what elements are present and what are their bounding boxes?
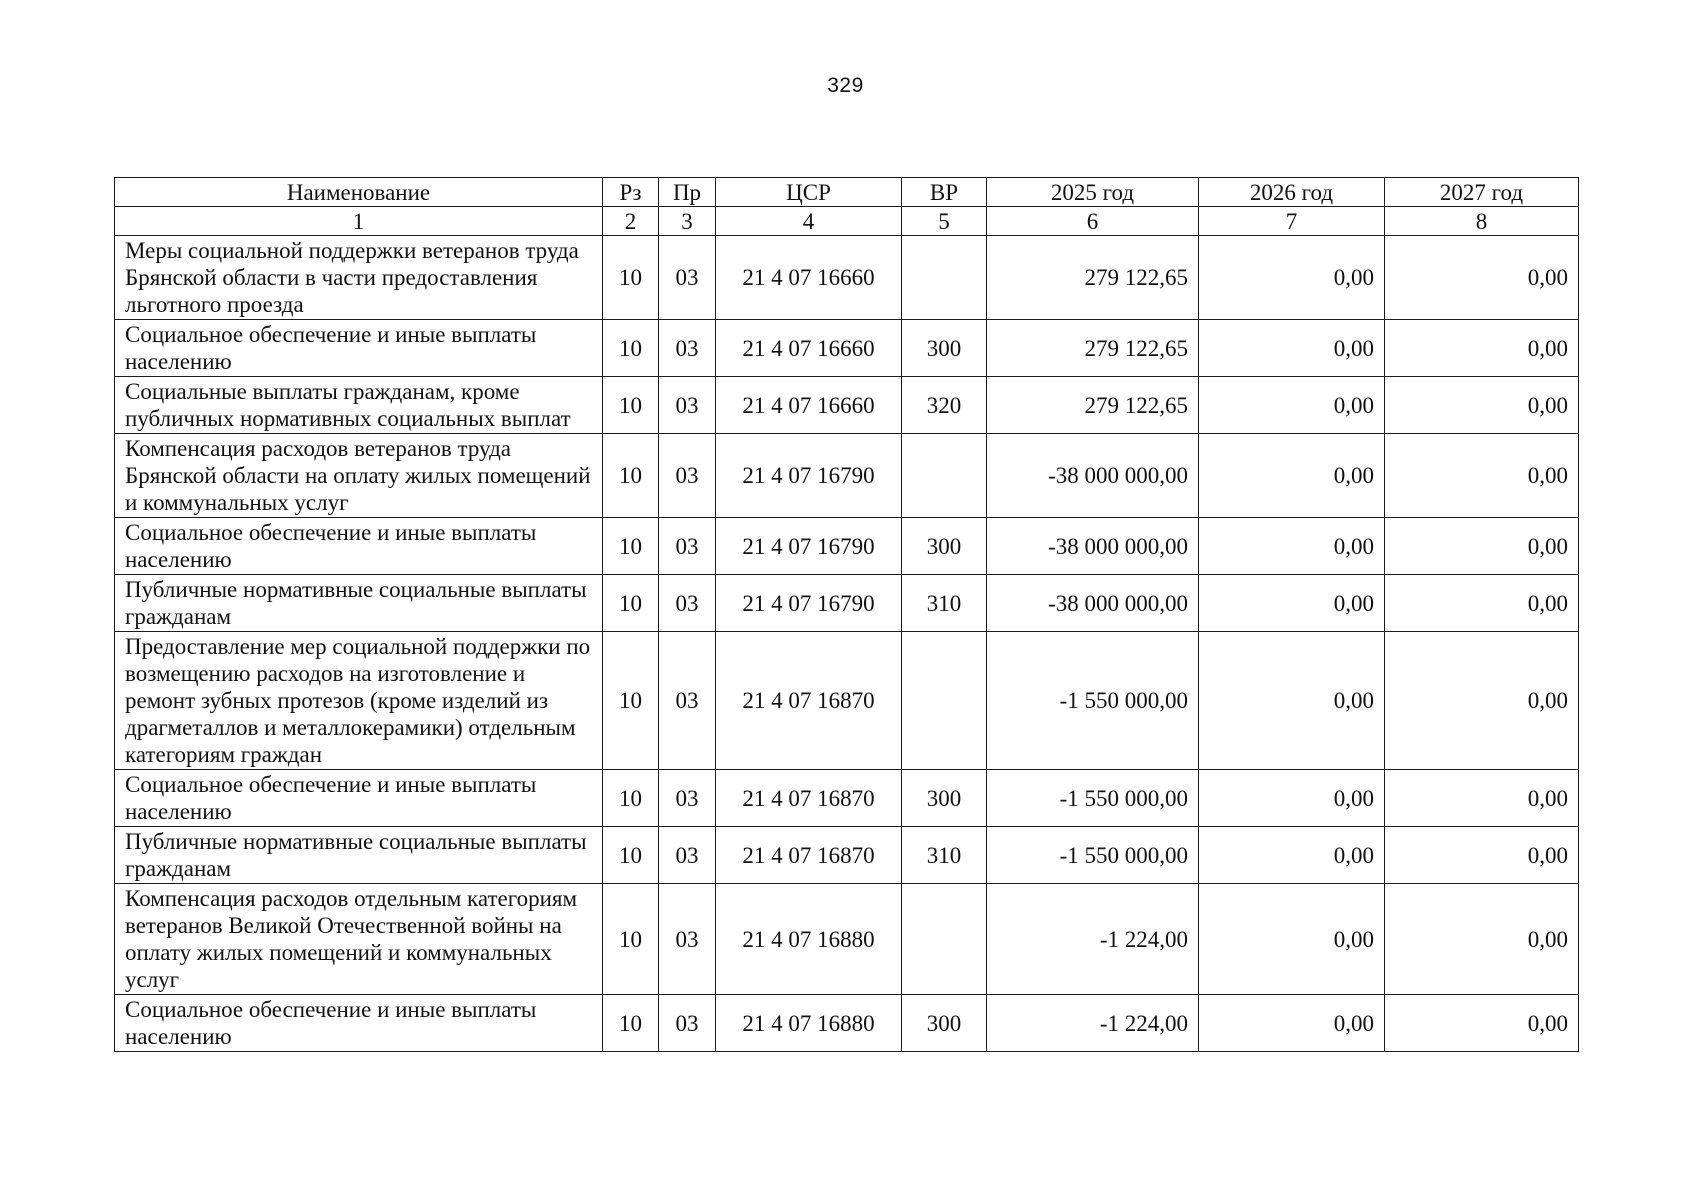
row-rz: 10 [603, 827, 659, 884]
row-pr: 03 [659, 236, 716, 320]
row-amount-2025: -38 000 000,00 [987, 434, 1199, 518]
row-amount-2025: -1 550 000,00 [987, 770, 1199, 827]
table-row [115, 995, 1579, 1052]
row-vr: 310 [902, 575, 987, 632]
column-number: 4 [716, 207, 902, 236]
header-csr: ЦСР [716, 178, 902, 207]
row-pr: 03 [659, 434, 716, 518]
row-name: Компенсация расходов отдельным категориям ветеранов Великой Отечественной войны на оплату жилых помещений и коммунальных услуг [115, 884, 603, 995]
header-rz: Рз [603, 178, 659, 207]
row-pr: 03 [659, 320, 716, 377]
row-csr: 21 4 07 16790 [716, 434, 902, 518]
row-name: Меры социальной поддержки ветеранов труда Брянской области в части предоставления льготного проезда [115, 236, 603, 320]
row-rz: 10 [603, 770, 659, 827]
row-pr: 03 [659, 632, 716, 770]
row-rz: 10 [603, 236, 659, 320]
row-amount-2025: -38 000 000,00 [987, 518, 1199, 575]
row-csr: 21 4 07 16790 [716, 518, 902, 575]
row-amount-2026: 0,00 [1199, 236, 1385, 320]
header-pr: Пр [659, 178, 716, 207]
row-vr: 320 [902, 377, 987, 434]
row-amount-2026: 0,00 [1199, 995, 1385, 1052]
row-csr: 21 4 07 16870 [716, 632, 902, 770]
table-row [115, 377, 1579, 434]
row-pr: 03 [659, 827, 716, 884]
budget-table [114, 177, 1579, 1052]
row-vr [902, 884, 987, 995]
row-rz: 10 [603, 575, 659, 632]
row-csr: 21 4 07 16660 [716, 377, 902, 434]
header-2025: 2025 год [987, 178, 1199, 207]
row-amount-2027: 0,00 [1385, 320, 1579, 377]
row-rz: 10 [603, 884, 659, 995]
row-name: Социальное обеспечение и иные выплаты населению [115, 770, 603, 827]
row-name: Социальное обеспечение и иные выплаты населению [115, 518, 603, 575]
row-name: Публичные нормативные социальные выплаты гражданам [115, 575, 603, 632]
row-csr: 21 4 07 16870 [716, 770, 902, 827]
row-pr: 03 [659, 995, 716, 1052]
row-vr [902, 434, 987, 518]
row-rz: 10 [603, 995, 659, 1052]
row-rz: 10 [603, 632, 659, 770]
row-name: Предоставление мер социальной поддержки по возмещению расходов на изготовление и ремонт зубных протезов (кроме изделий из драгметаллов и металлокерамики) отдельным категориям граждан [115, 632, 603, 770]
row-amount-2027: 0,00 [1385, 518, 1579, 575]
table-row [115, 320, 1579, 377]
row-amount-2026: 0,00 [1199, 377, 1385, 434]
row-amount-2025: -1 224,00 [987, 884, 1199, 995]
table-header-row [115, 178, 1579, 207]
table-row [115, 632, 1579, 770]
row-csr: 21 4 07 16880 [716, 884, 902, 995]
row-vr: 300 [902, 995, 987, 1052]
row-amount-2027: 0,00 [1385, 884, 1579, 995]
row-amount-2026: 0,00 [1199, 320, 1385, 377]
row-pr: 03 [659, 575, 716, 632]
row-amount-2025: -1 550 000,00 [987, 827, 1199, 884]
row-rz: 10 [603, 518, 659, 575]
row-amount-2027: 0,00 [1385, 827, 1579, 884]
column-number: 1 [115, 207, 603, 236]
row-pr: 03 [659, 377, 716, 434]
row-rz: 10 [603, 320, 659, 377]
table-row [115, 827, 1579, 884]
table-row [115, 884, 1579, 995]
row-amount-2027: 0,00 [1385, 434, 1579, 518]
row-amount-2027: 0,00 [1385, 377, 1579, 434]
page-number: 329 [827, 74, 864, 97]
column-number: 6 [987, 207, 1199, 236]
row-csr: 21 4 07 16660 [716, 236, 902, 320]
row-amount-2026: 0,00 [1199, 575, 1385, 632]
row-rz: 10 [603, 434, 659, 518]
row-rz: 10 [603, 377, 659, 434]
row-amount-2026: 0,00 [1199, 632, 1385, 770]
row-amount-2026: 0,00 [1199, 434, 1385, 518]
column-number: 8 [1385, 207, 1579, 236]
row-vr: 300 [902, 320, 987, 377]
row-vr: 300 [902, 770, 987, 827]
table-row [115, 518, 1579, 575]
row-amount-2027: 0,00 [1385, 770, 1579, 827]
row-pr: 03 [659, 770, 716, 827]
row-amount-2025: 279 122,65 [987, 236, 1199, 320]
header-2026: 2026 год [1199, 178, 1385, 207]
column-number-row [115, 207, 1579, 236]
row-vr: 310 [902, 827, 987, 884]
row-csr: 21 4 07 16880 [716, 995, 902, 1052]
column-number: 2 [603, 207, 659, 236]
row-csr: 21 4 07 16870 [716, 827, 902, 884]
row-name: Социальные выплаты гражданам, кроме публичных нормативных социальных выплат [115, 377, 603, 434]
row-name: Социальное обеспечение и иные выплаты населению [115, 995, 603, 1052]
row-name: Публичные нормативные социальные выплаты гражданам [115, 827, 603, 884]
row-pr: 03 [659, 884, 716, 995]
row-amount-2026: 0,00 [1199, 884, 1385, 995]
row-amount-2026: 0,00 [1199, 770, 1385, 827]
row-amount-2025: -1 550 000,00 [987, 632, 1199, 770]
row-amount-2025: -38 000 000,00 [987, 575, 1199, 632]
column-number: 5 [902, 207, 987, 236]
table-row [115, 236, 1579, 320]
row-csr: 21 4 07 16660 [716, 320, 902, 377]
row-amount-2026: 0,00 [1199, 518, 1385, 575]
header-vr: ВР [902, 178, 987, 207]
row-csr: 21 4 07 16790 [716, 575, 902, 632]
row-name: Компенсация расходов ветеранов труда Брянской области на оплату жилых помещений и коммунальных услуг [115, 434, 603, 518]
column-number: 7 [1199, 207, 1385, 236]
table-body [115, 236, 1579, 1052]
table-row [115, 575, 1579, 632]
row-pr: 03 [659, 518, 716, 575]
row-amount-2025: -1 224,00 [987, 995, 1199, 1052]
table-row [115, 434, 1579, 518]
row-vr: 300 [902, 518, 987, 575]
header-name: Наименование [115, 178, 603, 207]
row-amount-2025: 279 122,65 [987, 320, 1199, 377]
row-amount-2026: 0,00 [1199, 827, 1385, 884]
row-amount-2025: 279 122,65 [987, 377, 1199, 434]
header-2027: 2027 год [1385, 178, 1579, 207]
row-name: Социальное обеспечение и иные выплаты населению [115, 320, 603, 377]
column-number: 3 [659, 207, 716, 236]
table-row [115, 770, 1579, 827]
row-amount-2027: 0,00 [1385, 995, 1579, 1052]
row-amount-2027: 0,00 [1385, 632, 1579, 770]
row-vr [902, 632, 987, 770]
row-vr [902, 236, 987, 320]
row-amount-2027: 0,00 [1385, 575, 1579, 632]
row-amount-2027: 0,00 [1385, 236, 1579, 320]
